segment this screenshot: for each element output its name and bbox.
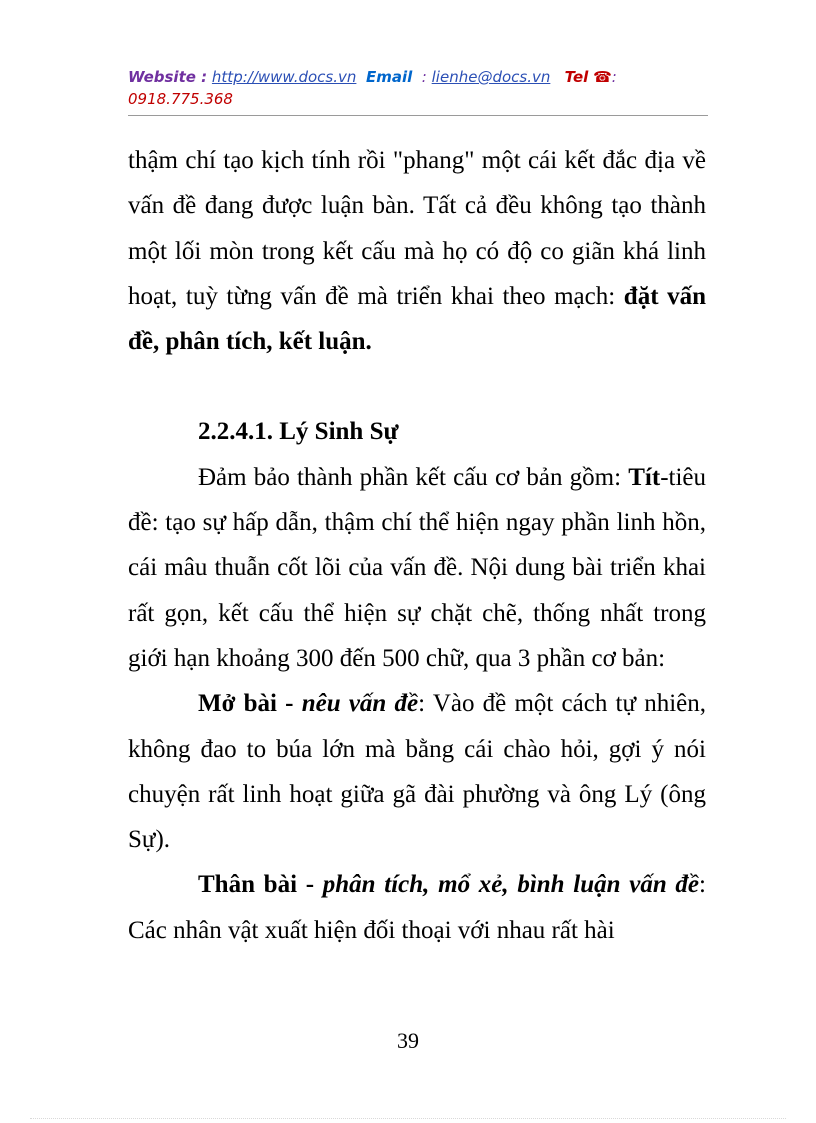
- page-bottom-divider: [30, 1118, 786, 1119]
- paragraph-2-bold: Tít: [628, 463, 661, 491]
- website-link[interactable]: http://www.docs.vn: [211, 68, 357, 86]
- email-label: Email: [365, 68, 413, 86]
- spacer: [128, 364, 706, 409]
- phone-icon: ☎: [593, 68, 612, 86]
- tel-separator: :: [611, 68, 617, 86]
- paragraph-3: Mở bài - nêu vấn đề: Vào đề một cách tự nhiên, không đao to búa lớn mà bằng cái chào hỏi, gợi ý nói chuyện rất linh hoạt giữa gã đài phường và ông Lý (ông Sự).: [128, 690, 707, 854]
- document-body: [128, 138, 706, 953]
- paragraph-3-bold: Mở bài -: [198, 690, 294, 718]
- email-link[interactable]: lienhe@docs.vn: [431, 68, 551, 86]
- paragraph-4-bold: Thân bài -: [198, 871, 315, 899]
- page-number: 39: [397, 1028, 419, 1053]
- tel-label: Tel: [564, 68, 589, 86]
- email-separator: :: [421, 68, 427, 86]
- paragraph-4-bold-italic: phân tích, mổ xẻ, bình luận vấn đề: [322, 871, 700, 899]
- paragraph-4: Thân bài - phân tích, mổ xẻ, bình luận vấn đề: Các nhân vật xuất hiện đối thoại với nhau rất hài: [128, 871, 706, 944]
- header-divider: [128, 115, 708, 116]
- section-heading: 2.2.4.1. Lý Sinh Sự: [198, 418, 399, 446]
- paragraph-3-bold-italic: nêu vấn đề: [301, 690, 419, 718]
- paragraph-2: Đảm bảo thành phần kết cấu cơ bản gồm: Tít-tiêu đề: tạo sự hấp dẫn, thậm chí thể hiện ngay phần linh hồn, cái mâu thuẫn cốt lõi của vấn đề. Nội dung bài triển khai rất gọn, kết cấu thể hiện sự chặt chẽ, thống nhất trong giới hạn khoảng 300 đến 500 chữ, qua 3 phần cơ bản:: [128, 463, 707, 672]
- paragraph-1-bold: đặt vấn đề, phân tích, kết luận.: [128, 282, 707, 356]
- website-label: Website :: [128, 68, 208, 86]
- phone-number: 0918.775.368: [128, 90, 233, 108]
- paragraph-1: thậm chí tạo kịch tính rồi "phang" một cái kết đắc địa về vấn đề đang được luận bàn. Tất cả đều không tạo thành một lối mòn trong kết cấu mà họ có độ co giãn khá linh hoạt, tuỳ từng vấn đề mà triển khai theo mạch: đặt vấn đề, phân tích, kết luận.: [128, 147, 707, 356]
- page-header: [128, 66, 708, 110]
